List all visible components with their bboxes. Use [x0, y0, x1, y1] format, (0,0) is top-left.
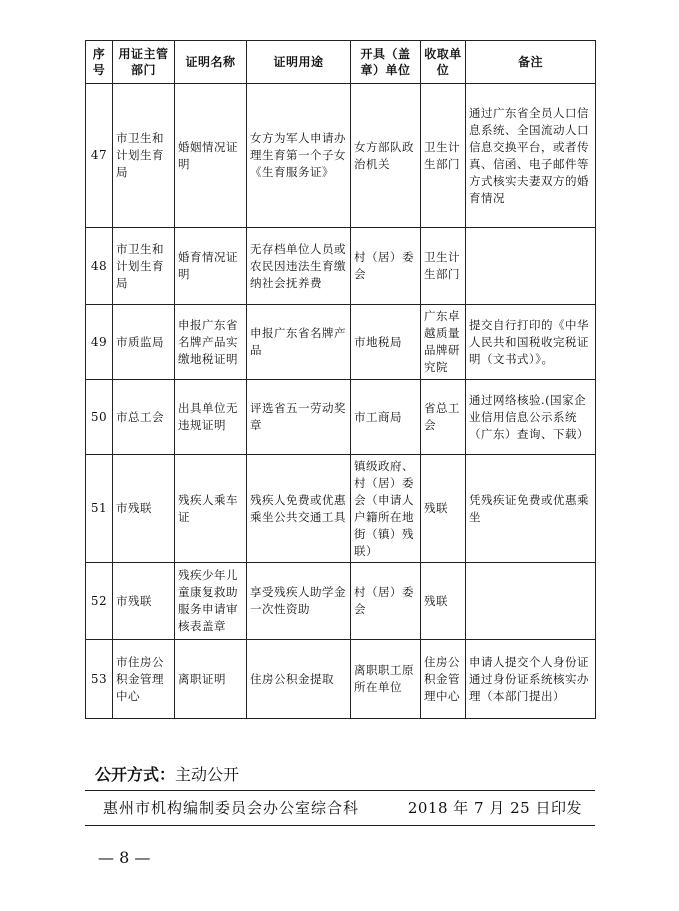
cell-use: 女方为军人申请办理生育第一个子女《生育服务证》: [247, 84, 351, 228]
footer-top-divider: [85, 790, 595, 791]
issuing-office: 惠州市机构编制委员会办公室综合科: [103, 799, 360, 817]
disclosure-line: [95, 762, 239, 785]
cell-note: [466, 563, 596, 640]
cell-issuer: 镇级政府、村（居）委会（申请人户籍所在地街（镇）残联）: [351, 455, 421, 563]
cell-note: 凭残疾证免费或优惠乘坐: [466, 455, 596, 563]
table-header-row: [86, 41, 596, 84]
cell-name: 残疾少年儿童康复救助服务申请审核表盖章: [175, 563, 247, 640]
cell-use: 无存档单位人员或农民因违法生育缴纳社会抚养费: [247, 228, 351, 305]
cell-receiver: 广东卓越质量品牌研究院: [421, 305, 466, 380]
header-issuer: 开具（盖章）单位: [351, 41, 421, 84]
cell-dept: 市总工会: [113, 380, 175, 455]
header-note: 备注: [466, 41, 596, 84]
disclosure-value: 主动公开: [175, 765, 240, 784]
cell-issuer: 市地税局: [351, 305, 421, 380]
table-row: [86, 640, 596, 719]
cell-issuer: 市工商局: [351, 380, 421, 455]
cell-dept: 市卫生和计划生育局: [113, 228, 175, 305]
table-row: [86, 380, 596, 455]
certificate-table-wrapper: [85, 40, 595, 719]
cell-name: 离职证明: [175, 640, 247, 719]
cell-issuer: 离职职工原所在单位: [351, 640, 421, 719]
cell-use: 残疾人免费或优惠乘坐公共交通工具: [247, 455, 351, 563]
cell-receiver: 卫生计生部门: [421, 228, 466, 305]
issue-date: 2018 年 7 月 25 日印发: [407, 799, 582, 817]
table-row: [86, 84, 596, 228]
cell-no: 48: [86, 228, 113, 305]
cell-dept: 市残联: [113, 455, 175, 563]
cell-use: 住房公积金提取: [247, 640, 351, 719]
cell-use: 评选省五一劳动奖章: [247, 380, 351, 455]
cell-receiver: 卫生计生部门: [421, 84, 466, 228]
cell-name: 婚姻情况证明: [175, 84, 247, 228]
table-row: [86, 228, 596, 305]
cell-no: 51: [86, 455, 113, 563]
cell-issuer: 村（居）委会: [351, 563, 421, 640]
header-dept: 用证主管部门: [113, 41, 175, 84]
cell-note: 提交自行打印的《中华人民共和国税收完税证明（文书式）》。: [466, 305, 596, 380]
cell-dept: 市质监局: [113, 305, 175, 380]
cell-receiver: 残联: [421, 455, 466, 563]
disclosure-label: 公开方式：: [95, 765, 176, 784]
cell-name: 残疾人乘车证: [175, 455, 247, 563]
header-no: 序号: [86, 41, 113, 84]
table-row: [86, 305, 596, 380]
cell-dept: 市住房公积金管理中心: [113, 640, 175, 719]
cell-name: 出具单位无违规证明: [175, 380, 247, 455]
cell-no: 50: [86, 380, 113, 455]
cell-note: 通过网络核验.(国家企业信用信息公示系统（广东）查询、下载）: [466, 380, 596, 455]
cell-no: 53: [86, 640, 113, 719]
header-receiver: 收取单位: [421, 41, 466, 84]
cell-use: 申报广东省名牌产品: [247, 305, 351, 380]
cell-issuer: 女方部队政治机关: [351, 84, 421, 228]
certificate-table: [85, 40, 596, 719]
cell-no: 49: [86, 305, 113, 380]
cell-note: [466, 228, 596, 305]
cell-dept: 市卫生和计划生育局: [113, 84, 175, 228]
table-row: [86, 455, 596, 563]
cell-note: 申请人提交个人身份证通过身份证系统核实办理（本部门提出）: [466, 640, 596, 719]
cell-name: 婚育情况证明: [175, 228, 247, 305]
footer-bottom-divider: [85, 825, 595, 826]
header-use: 证明用途: [247, 41, 351, 84]
header-name: 证明名称: [175, 41, 247, 84]
cell-receiver: 住房公积金管理中心: [421, 640, 466, 719]
cell-use: 享受残疾人助学金一次性资助: [247, 563, 351, 640]
cell-receiver: 省总工会: [421, 380, 466, 455]
table-row: [86, 563, 596, 640]
cell-issuer: 村（居）委会: [351, 228, 421, 305]
cell-note: 通过广东省全员人口信息系统、全国流动人口信息交换平台，或者传真、信函、电子邮件等方式核实夫妻双方的婚育情况: [466, 84, 596, 228]
cell-name: 申报广东省名牌产品实缴地税证明: [175, 305, 247, 380]
cell-dept: 市残联: [113, 563, 175, 640]
cell-no: 47: [86, 84, 113, 228]
page-number: — 8 —: [98, 848, 151, 867]
cell-no: 52: [86, 563, 113, 640]
cell-receiver: 残联: [421, 563, 466, 640]
